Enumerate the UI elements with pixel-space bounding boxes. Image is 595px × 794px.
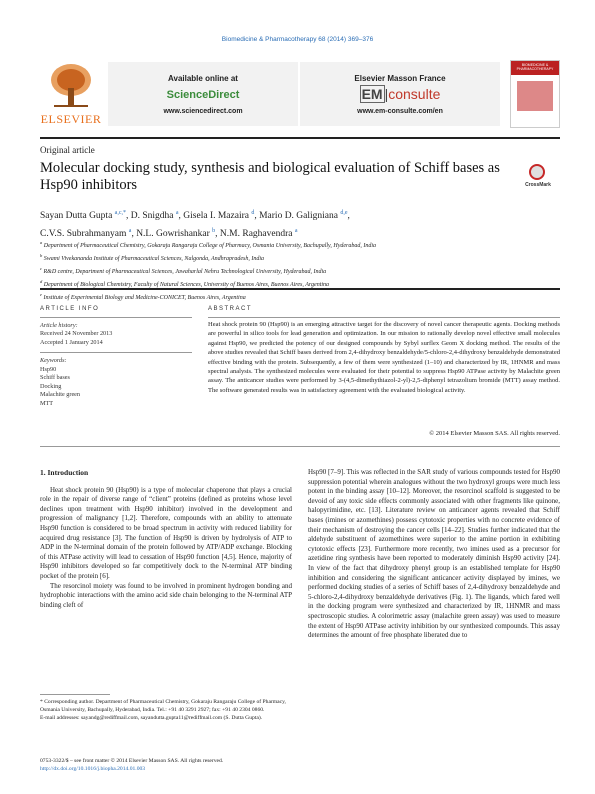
- author[interactable]: Gisela I. Mazaira $^d$: [183, 210, 255, 222]
- doi-link[interactable]: http://dx.doi.org/10.1016/j.biopha.2014.01.003: [40, 766, 146, 772]
- author-line-2: C.V.S. Subrahmanyam $^a$, N.L. Gowrishankar $^b$, N.M. Raghavendra $^a$: [40, 228, 298, 240]
- elsevier-wordmark: ELSEVIER: [40, 112, 102, 126]
- copyright: © 2014 Elsevier Masson SAS. All rights reserved.: [429, 430, 560, 437]
- affiliations: [40, 238, 560, 303]
- info-rule: [40, 317, 192, 318]
- keyword: Hsp90: [40, 365, 57, 373]
- keyword: Docking: [40, 382, 62, 390]
- crossmark-label: CrossMark: [525, 182, 551, 188]
- elsevier-tree-icon: [46, 60, 96, 110]
- author[interactable]: C.V.S. Subrahmanyam $^a$: [40, 228, 132, 240]
- em-consulte-url[interactable]: www.em-consulte.com/en: [357, 108, 443, 115]
- affiliation: $^d$ Department of Biological Chemistry, Faculty of Natural Sciences, University of Buenos Aires, Buenos Aires, Argentina: [40, 279, 330, 288]
- journal-reference[interactable]: Biomedicine & Pharmacotherapy 68 (2014) 369–376: [221, 36, 374, 43]
- affiliation: $^e$ Institute of Experimental Biology and Medicine-CONICET, Buenos Aires, Argentina: [40, 292, 246, 301]
- keyword: Malachite green: [40, 391, 81, 399]
- author[interactable]: N.L. Gowrishankar $^b$: [136, 228, 216, 240]
- author[interactable]: Sayan Dutta Gupta $^{a,c,*}$: [40, 210, 126, 222]
- affiliation: $^b$ Swami Vivekananda Institute of Pharmaceutical Sciences, Nalgonda, Andhrapradesh, India: [40, 253, 264, 262]
- abstract-heading: ABSTRACT: [208, 306, 253, 312]
- issn-line: 0753-3322/$ – see front matter © 2014 Elsevier Masson SAS. All rights reserved.: [40, 758, 224, 764]
- footer-issn: [40, 757, 292, 773]
- cover-title: BIOMEDICINE & PHARMACOTHERAPY: [516, 63, 554, 71]
- keyword: MTT: [40, 399, 54, 407]
- abstract-text: Heat shock protein 90 (Hsp90) is an emerging attractive target for the discovery of novel cancer therapeutic agents. Docking methods are powerful in silico tools for lead generation and optimization. In our mission to rationally develop novel effective small molecules against Hsp90, we predicted the potency of our designed compounds by Sybyl surflex Geom X docking method. The results of the above studies revealed that Schiff bases derived from 2,4-dihydroxy benzaldehyde/5-chloro-2,4-dihydroxy benzaldehyde demonstrated effective binding with the protein. Subsequently, a few of them were synthesized (1–10) and characterized by IR, 1HNMR and mass spectral analysis. The synthesized molecules were evaluated for their potential to suppress Hsp90 ATPase activity by Malachite green assay. The anticancer studies were performed by 3-(4,5-dimethythiazol-2-yl)-2,5-diphenyl tetrazolium bromide (MTT) assay method. The software generated results was in satisfactory agreement with the evaluated biological activity.: [208, 321, 560, 394]
- paragraph: Heat shock protein 90 (Hsp90) is a type of molecular chaperone that plays a crucial role in the repair of diverse range of “client” proteins (defined as proteins whose level declines upon treatment with Hsp90 inhibitor) involved in the development and progression of malignancy [1,2]. Therefore, compounds with an ability to attenuate Hsp90 function is considered to be broad spectrum in activity with reduced liability for acquired drug resistance [3]. The function of Hsp90 is driven by hydrolysis of ATP to ADP in the N-terminal domain of the protein followed by ATP/ADP exchange. Blocking of this ATPase activity will lead to cessation of Hsp90 function [4,5]. Hence, majority of Hsp90 inhibitors developed so far competitively dock to the N-terminal ATP binding pocket of the protein [6].: [40, 485, 292, 580]
- author-line-1: Sayan Dutta Gupta $^{a,c,*}$, D. Snigdha $^a$, Gisela I. Mazaira $^d$, Mario D. Galigniana $^{d,e}$,: [40, 210, 350, 222]
- sciencedirect-url[interactable]: www.sciencedirect.com: [163, 108, 243, 115]
- paragraph: Hsp90 [7–9]. This was reflected in the SAR study of various compounds tested for Hsp90 suppression potential wherein analogues without the two hydroxyl groups were much less potent in the binding assay [10–12]. Moreover, the resorcinol scaffold is suggested to be devoid of any toxic side effects commonly associated with other fragments like quinone, halopyrimidine, etc. [13]. Literature review on anticancer agents revealed that Schiff bases (imines or azomethines) possess cytotoxic properties with no concrete evidence of their mechanism of destroying the cancer cells [14–22]. Studies further indicated that the aldehyde substituent of azomethines were superior to the amine portion in exhibiting cytotoxic effects [23]. Furthermore more recently, two imines used as a precursor for azetidine ring synthesis have been reported to moderately diminish Hsp90 activity [24]. In view of the fact that dihydroxy phenyl group is an established template for Hsp90 inhibition and considering the significant anticancer activity displayed by imines, we performed docking studies of a series of Schiff bases of 2,4-dihydroxy benzaldehyde and 5-chloro-2,4-dihydroxy benzaldehyde derivatives (Fig. 1). The ligands, which fared well in the docking program were synthesized and characterized by IR, 1HNMR and mass spectroscopic studies. A colorimetric assay (malachite green assay) was used to measure the extent of Hsp90 ATPase activity inhibition by our synthesized compounds. This assay determines the amount of free phosphate liberated due to: [308, 468, 560, 640]
- corresponding-author-note: * Corresponding author. Department of Pharmaceutical Chemistry, Gokaraju Rangaraju College of Pharmacy, Osmania University, Bachupally, Hyderabad, India. Tel.: +91 40 3291 2927; fax: +91 40 2304 0860.: [40, 699, 286, 713]
- author[interactable]: Mario D. Galigniana $^{d,e}$: [259, 210, 348, 222]
- keyword: Schiff bases: [40, 374, 70, 382]
- footnote-rule: [40, 694, 110, 695]
- affiliation: $^a$ Department of Pharmaceutical Chemistry, Gokaraju Rangaraju College of Pharmacy, Osmania University, Bachupally, Hyderabad, India: [40, 240, 377, 249]
- affiliation: $^c$ R&D centre, Department of Pharmaceutical Sciences, Jawaharlal Nehru Technological University, Hyderabad, India: [40, 266, 327, 275]
- received-date: Received 24 November 2013: [40, 330, 113, 338]
- crossmark-button[interactable]: [516, 164, 560, 194]
- paragraph: The resorcinol moiety was found to be involved in prominent hydrogen bonding and hydrophobic interactions with the amino acid side chain belonging to the N-terminal ATP binding cleft of: [40, 581, 292, 609]
- sciencedirect-panel[interactable]: [108, 62, 298, 126]
- accepted-date: Accepted 1 January 2014: [40, 338, 103, 346]
- sd-available-label: Available online at: [168, 74, 238, 83]
- header-rule: [40, 137, 560, 139]
- em-publisher-label: Elsevier Masson France: [354, 74, 446, 83]
- article-type: Original article: [40, 145, 95, 155]
- article-info-heading: ARTICLE INFO: [40, 306, 100, 312]
- cover-image: [517, 81, 553, 111]
- article-info: [40, 306, 192, 408]
- email-addresses[interactable]: E-mail addresses: sayandg@rediffmail.com, sayandutta.gupta11@rediffmail.com (S. Dutta Gupta).: [40, 715, 263, 721]
- history-label: Article history:: [40, 321, 78, 329]
- author[interactable]: N.M. Raghavendra $^a$: [219, 228, 298, 240]
- section-heading-introduction: 1. Introduction: [40, 468, 89, 477]
- footnote-corresponding: [40, 698, 292, 722]
- journal-cover-thumbnail: [510, 60, 560, 128]
- author[interactable]: D. Snigdha $^a$: [130, 210, 179, 222]
- affiliation-rule: [40, 288, 560, 290]
- em-consulte-logo: EM |consulte: [361, 86, 441, 102]
- em-consulte-panel[interactable]: [300, 62, 500, 126]
- elsevier-logo: [40, 60, 102, 130]
- abstract-bottom-rule: [40, 446, 560, 447]
- crossmark-icon: [529, 164, 545, 180]
- article-title: Molecular docking study, synthesis and biological evaluation of Schiff bases as Hsp90 inhibitors: [40, 160, 500, 193]
- info-rule: [40, 352, 192, 353]
- body-left-column: [40, 468, 292, 610]
- body-right-column: [308, 468, 560, 641]
- sciencedirect-logo: ScienceDirect: [166, 89, 240, 101]
- keywords-label: Keywords:: [40, 357, 67, 365]
- author-list: [40, 206, 560, 242]
- abstract-rule: [208, 317, 560, 318]
